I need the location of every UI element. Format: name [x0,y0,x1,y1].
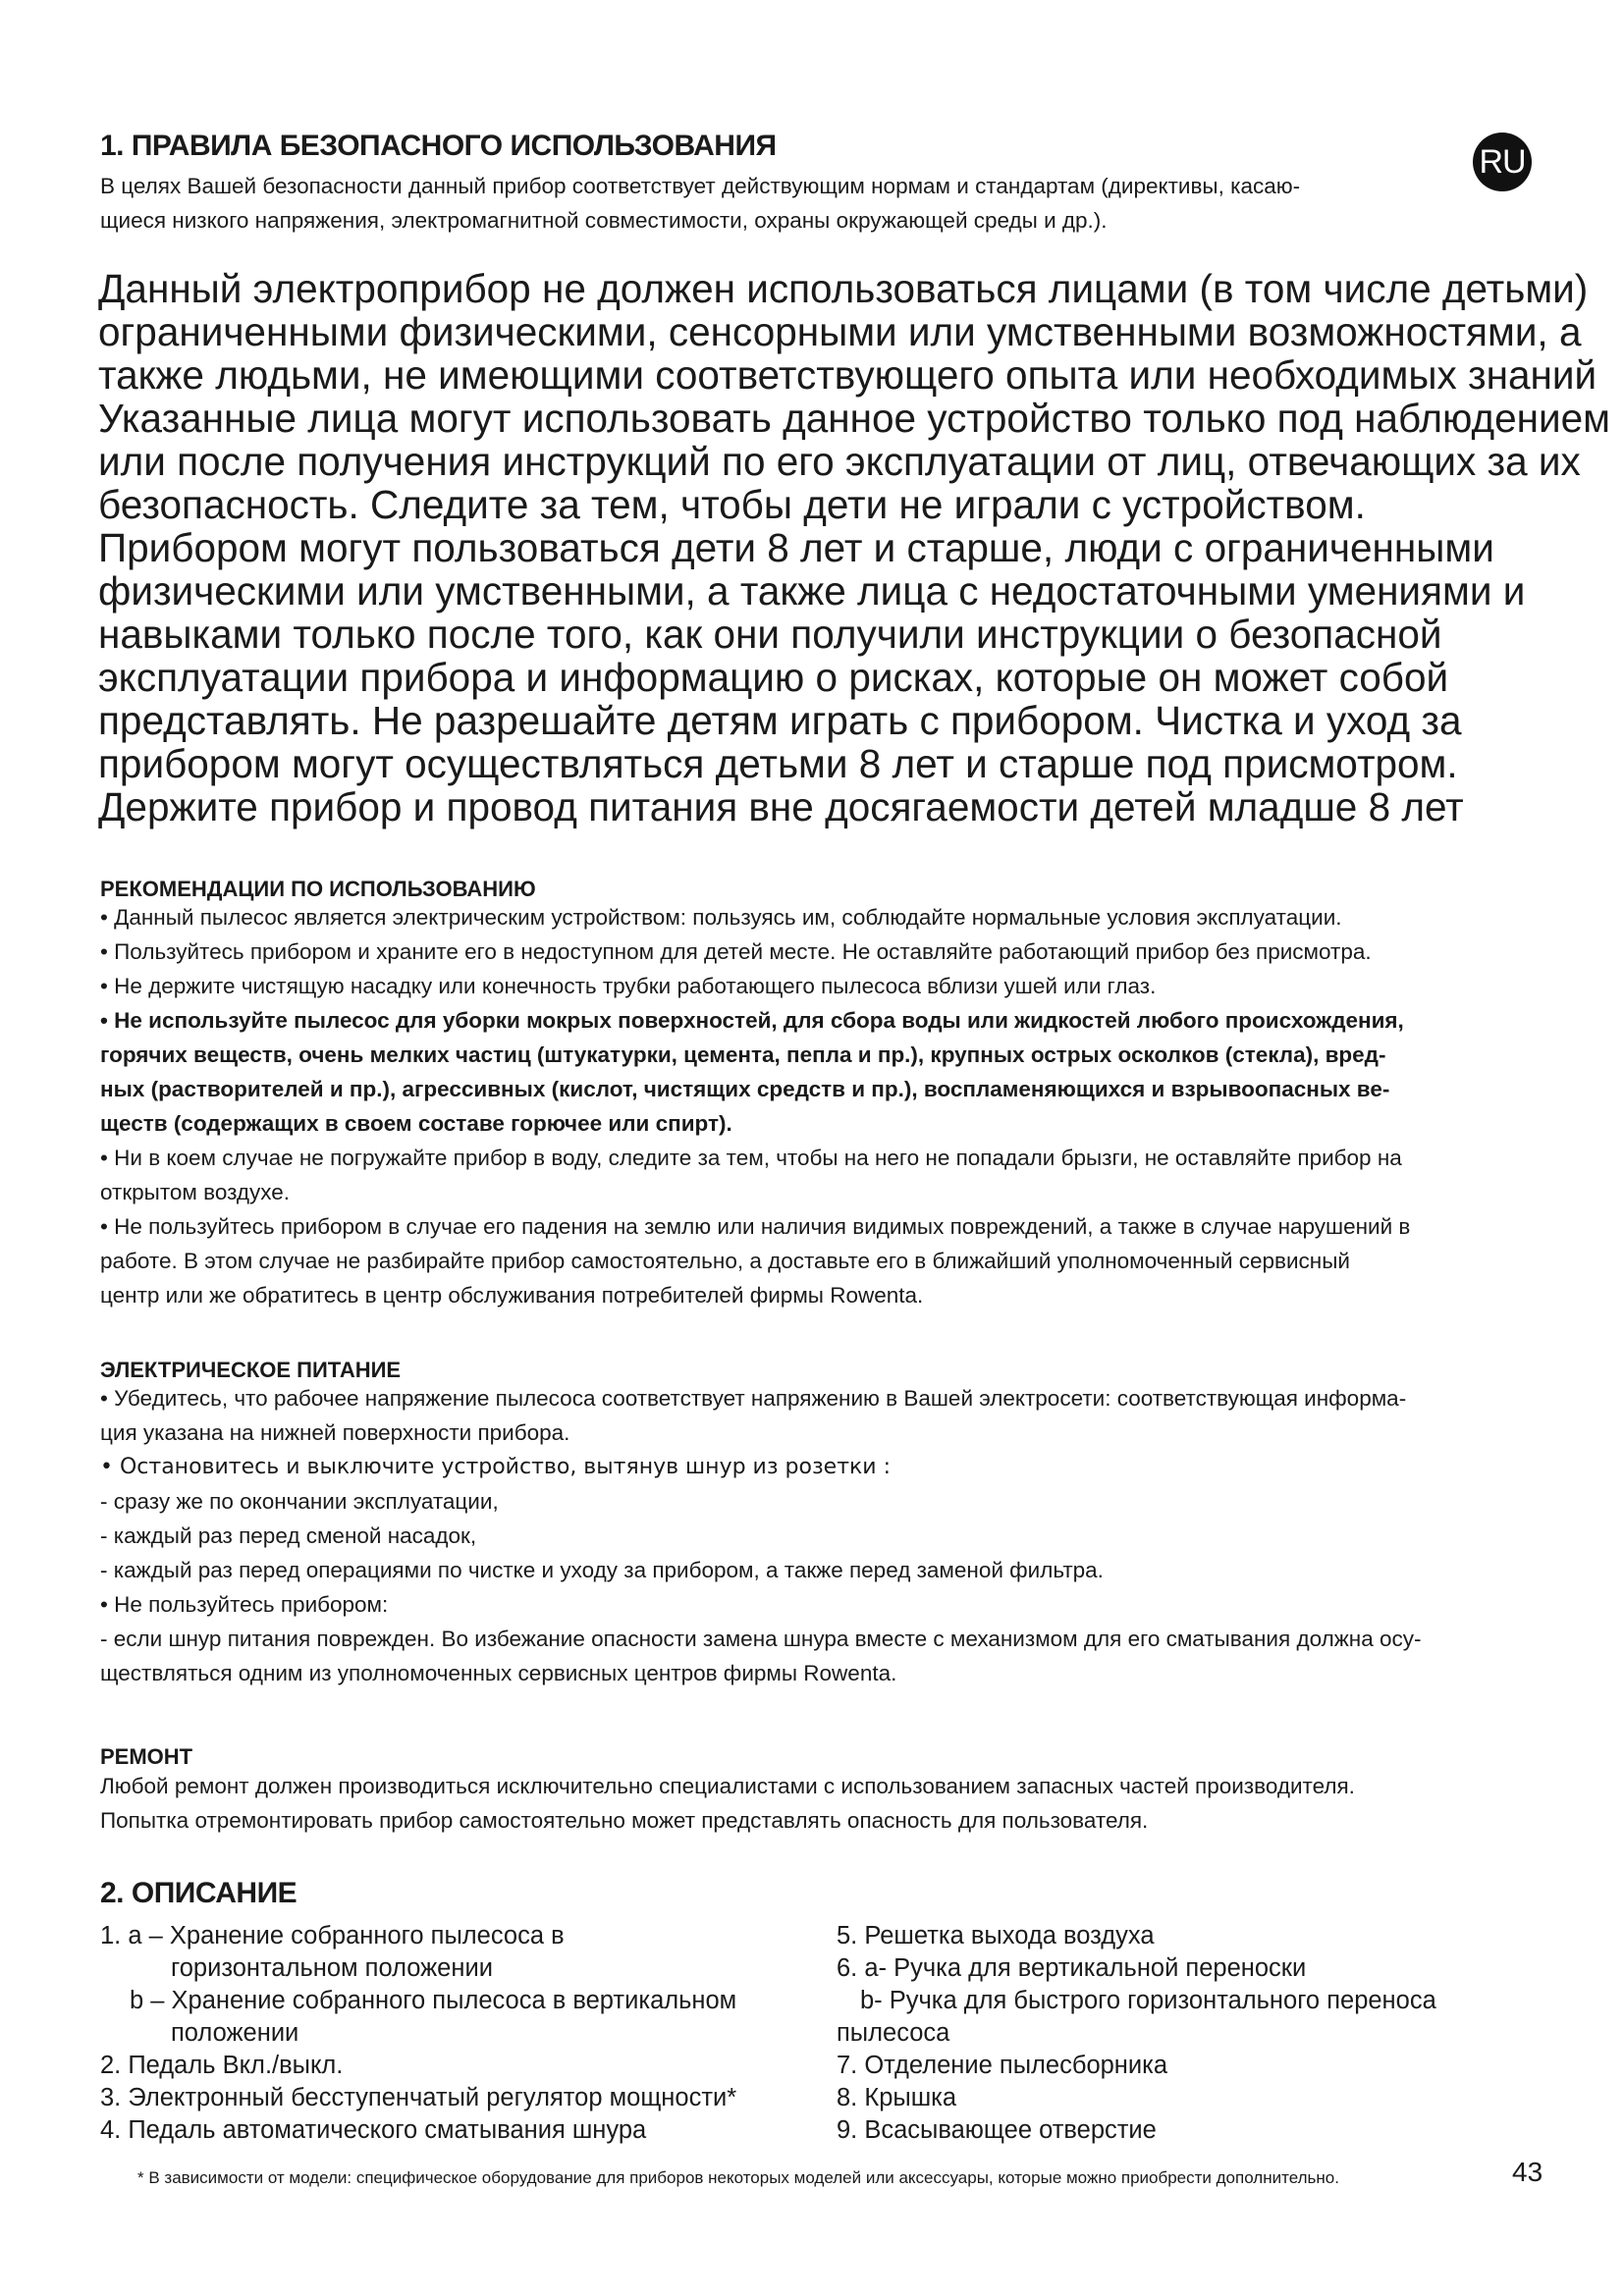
list-item-line: - если шнур питания поврежден. Во избежание опасности замена шнура вместе с механизмом для его сматывания должна осу- [100,1627,1422,1651]
warning-line: представлять. Не разрешайте детям играть с прибором. Чистка и уход за [98,698,1462,743]
list-item-line: • Не пользуйтесь прибором в случае его падения на землю или наличия видимых повреждений, а также в случае нарушений в [100,1214,1411,1239]
description-item: 8. Крышка [837,2084,957,2111]
warning-paragraph-1 [98,266,1610,527]
warning-line: Указанные лица могут использовать данное устройство только под наблюдением [98,396,1610,441]
list-item: • Не держите чистящую насадку или конечность трубки работающего пылесоса вблизи ушей или глаз. [100,974,1157,998]
warning-line: навыками только после того, как они получили инструкции о безопасной [98,612,1442,657]
warning-line: физическими или умственными, а также лица с недостаточными умениями и [98,568,1526,614]
description-item: b – Хранение собранного пылесоса в вертикальном [130,1987,737,2014]
intro-line: щиеся низкого напряжения, электромагнитной совместимости, охраны окружающей среды и др.). [100,208,1108,233]
description-item: 9. Всасывающее отверстие [837,2116,1157,2144]
description-item: 2. Педаль Вкл./выкл. [100,2052,344,2079]
list-item: • Данный пылесос является электрическим устройством: пользуясь им, соблюдайте нормальные условия эксплуатации. [100,905,1342,930]
warning-line: Прибором могут пользоваться дети 8 лет и старше, люди с ограниченными [98,525,1494,570]
list-item-line: работе. В этом случае не разбирайте прибор самостоятельно, а доставьте его в ближайший уполномоченный сервисный [100,1249,1350,1273]
footnote: * В зависимости от модели: специфическое оборудование для приборов некоторых моделей или аксессуары, которые можно приобрести дополнительно. [137,2168,1339,2187]
language-badge: RU [1473,133,1532,191]
intro-line: В целях Вашей безопасности данный прибор соответствует действующим нормам и стандартам (директивы, касаю- [100,174,1301,198]
description-item: пылесоса [837,2019,950,2047]
description-item: 7. Отделение пылесборника [837,2052,1168,2079]
list-item: • Не пользуйтесь прибором: [100,1592,389,1617]
list-item-line: ществляться одним из уполномоченных сервисных центров фирмы Rowenta. [100,1661,897,1685]
list-item: • Остановитесь и выключите устройство, вытянув шнур из розетки : [100,1455,891,1479]
description-item: горизонтальном положении [171,1954,493,1982]
repair-line: Любой ремонт должен производиться исключительно специалистами с использованием запасных частей производителя. [100,1774,1355,1798]
repair-title: РЕМОНТ [100,1744,193,1769]
list-item-line: ция указана на нижней поверхности прибора. [100,1420,570,1445]
repair-line: Попытка отремонтировать прибор самостоятельно может представлять опасность для пользователя. [100,1808,1149,1833]
recommendations-list [100,900,1543,1312]
description-item: 5. Решетка выхода воздуха [837,1922,1155,1949]
list-item: - каждый раз перед сменой насадок, [100,1523,477,1548]
repair-text [100,1769,1543,1838]
list-item: - каждый раз перед операциями по чистке и уходу за прибором, а также перед заменой фильтра. [100,1558,1104,1582]
list-item-line: • Не используйте пылесос для уборки мокрых поверхностей, для сбора воды или жидкостей любого происхождения, [100,1008,1404,1033]
description-item: 4. Педаль автоматического сматывания шнура [100,2116,647,2144]
warning-line: прибором могут осуществляться детьми 8 лет и старше под присмотром. [98,741,1458,786]
warning-line: Держите прибор и провод питания вне досягаемости детей младше 8 лет [98,784,1464,829]
description-item: b- Ручка для быстрого горизонтального переноса [860,1987,1436,2014]
section-2-title: 2. ОПИСАНИЕ [100,1877,298,1909]
warning-paragraph-2 [98,526,1591,828]
description-item: 1. a – Хранение собранного пылесоса в [100,1922,565,1949]
list-item-line: ществ (содержащих в своем составе горючее или спирт). [100,1111,732,1136]
list-item-line: ных (растворителей и пр.), агрессивных (кислот, чистящих средств и пр.), воспламеняющихся и взрывоопасных ве- [100,1077,1390,1101]
description-left-column [100,1920,736,2147]
power-title: ЭЛЕКТРИЧЕСКОЕ ПИТАНИЕ [100,1358,402,1382]
description-item: положении [171,2019,299,2047]
description-right-column [837,1920,1436,2147]
list-item: - сразу же по окончании эксплуатации, [100,1489,499,1514]
list-item: • Пользуйтесь прибором и храните его в недоступном для детей месте. Не оставляйте работающий прибор без присмотра. [100,939,1372,964]
list-item-line: • Убедитесь, что рабочее напряжение пылесоса соответствует напряжению в Вашей электросети: соответствующая информа- [100,1386,1407,1411]
page-number: 43 [1512,2157,1543,2187]
warning-line: эксплуатации прибора и информацию о рисках, которые он может собой [98,655,1449,700]
list-item-line: горячих веществ, очень мелких частиц (штукатурки, цемента, пепла и пр.), крупных острых осколков (стекла), вред- [100,1042,1386,1067]
list-item-bold [100,1003,1543,1141]
description-item: 6. a- Ручка для вертикальной переноски [837,1954,1307,1982]
recommendations-title: РЕКОМЕНДАЦИИ ПО ИСПОЛЬЗОВАНИЮ [100,877,536,901]
warning-line: ограниченными физическими, сенсорными или умственными возможностями, а [98,309,1582,354]
list-item [100,1209,1543,1312]
section-1-title: 1. ПРАВИЛА БЕЗОПАСНОГО ИСПОЛЬЗОВАНИЯ [100,130,777,162]
list-item-line: центр или же обратитесь в центр обслуживания потребителей фирмы Rowenta. [100,1283,924,1308]
intro-paragraph [100,169,1435,238]
power-list [100,1381,1543,1690]
list-item-line: открытом воздухе. [100,1180,291,1204]
warning-line: также людьми, не имеющими соответствующего опыта или необходимых знаний [98,352,1597,398]
warning-line: безопасность. Следите за тем, чтобы дети не играли с устройством. [98,482,1366,527]
warning-line: Данный электроприбор не должен использоваться лицами (в том числе детьми) [98,266,1589,311]
list-item-line: • Ни в коем случае не погружайте прибор в воду, следите за тем, чтобы на него не попадали брызги, не оставляйте прибор на [100,1146,1402,1170]
description-item: 3. Электронный бесступенчатый регулятор мощности* [100,2084,737,2111]
list-item [100,1141,1543,1209]
warning-line: или после получения инструкций по его эксплуатации от лиц, отвечающих за их [98,439,1581,484]
